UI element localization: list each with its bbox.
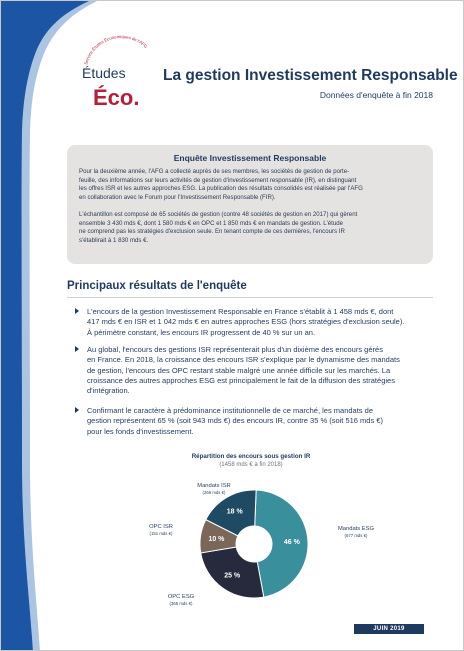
pie-category-value: (365 mds €) [169, 601, 193, 606]
pie-category-value: (266 mds €) [202, 490, 226, 495]
survey-p1-line: feuille, des informations sur leurs activités de gestion d'investissement responsable (IR), en distinguant [79, 176, 357, 184]
pie-category-name: OPC ESG [167, 594, 195, 600]
bullet-line: Confirmant le caractère à prédominance institutionnelle de ce marché, les mandats de [87, 406, 373, 415]
logo-line1: Études [82, 65, 126, 81]
survey-p2-line: ensemble 3 430 mds €, dont 1 580 mds € en OPC et 1 850 mds € en mandats de gestion. L'étude [79, 219, 344, 227]
bullet-line: d'intégration. [87, 386, 130, 396]
bullet-line: croissance des autres approches ESG est principalement le fait de la diffusion des stratégies [87, 375, 395, 385]
survey-p1-line: en collaboration avec le Forum pour l'Investissement Responsable (FIR). [79, 193, 276, 201]
pie-category-name: OPC ISR [149, 524, 173, 530]
section-title: Principaux résultats de l'enquête [67, 280, 247, 292]
chart-title: Répartition des encours sous gestion IR [191, 453, 311, 460]
bullet-line: en France. En 2018, la croissance des encours ISR s'explique par le dynamisme des mandats [87, 355, 400, 365]
pie-slice-percent-label: 46 % [283, 538, 300, 546]
pie-category-name: Mandats ISR [197, 483, 231, 489]
bullet-line: gestion représentent 65 % (soit 943 mds €) des encours IR, contre 35 % (soit 516 mds €) [87, 416, 383, 426]
pie-slice-percent-label: 10 % [208, 535, 225, 543]
survey-p2-line: L'échantillon est composé de 65 sociétés de gestion (contre 48 sociétés de gestion en 2017) qui gèrent [79, 211, 358, 218]
bullet-line: pour les fonds d'investissement. [87, 426, 194, 436]
survey-p1-line: Pour la deuxième année, l'AFG a collecté auprès de ses membres, les sociétés de gestion de porte- [79, 168, 350, 175]
bullet-line: 417 mds € en ISR et 1 042 mds € en autres approches ESG (hors stratégies d'exclusion seule). [87, 317, 405, 327]
logo-arc-text: Service Études Économiques de l'AFG [83, 35, 149, 66]
pie-slice-percent-label: 25 % [224, 572, 241, 580]
pie-slice-percent-label: 18 % [226, 508, 243, 516]
chart-subtitle: (1458 mds € à fin 2018) [219, 462, 283, 468]
survey-p2-line: ne comprend pas les stratégies d'exclusion seule. En tenant compte de ces dernières, l'encours IR [79, 228, 345, 235]
pie-category-value: (151 mds €) [149, 531, 173, 536]
bullet-line: Au global, l'encours des gestions ISR représenterait plus d'un dixième des encours gérés [87, 345, 383, 354]
page-subtitle: Données d'enquête à fin 2018 [319, 90, 433, 100]
survey-title: Enquête Investissement Responsable [173, 153, 327, 163]
pie-category-name: Mandats ESG [337, 526, 375, 532]
bullet-line: de gestion, l'encours des OPC restant stable malgré une année difficile sur les marchés. La [87, 365, 391, 375]
survey-p1-line: les offres ISR et les autres approches ESG. La publication des résultats consolidés est réalisée par l'AFG [79, 185, 363, 192]
pie-chart [1, 1, 464, 651]
pie-category-value: (677 mds €) [344, 533, 368, 538]
bullet-line: À périmètre constant, les encours IR progressent de 40 % sur un an. [87, 327, 316, 337]
logo-line2: Éco. [93, 85, 140, 110]
publication-date-badge: JUIN 2019 [354, 624, 424, 634]
page-title: La gestion Investissement Responsable [163, 67, 458, 84]
survey-p2-line: s'établirait à 1 830 mds €. [79, 236, 149, 244]
bullet-line: L'encours de la gestion Investissement Responsable en France s'établit à 1 458 mds €, dont [87, 307, 394, 316]
pie-slice [255, 490, 308, 597]
